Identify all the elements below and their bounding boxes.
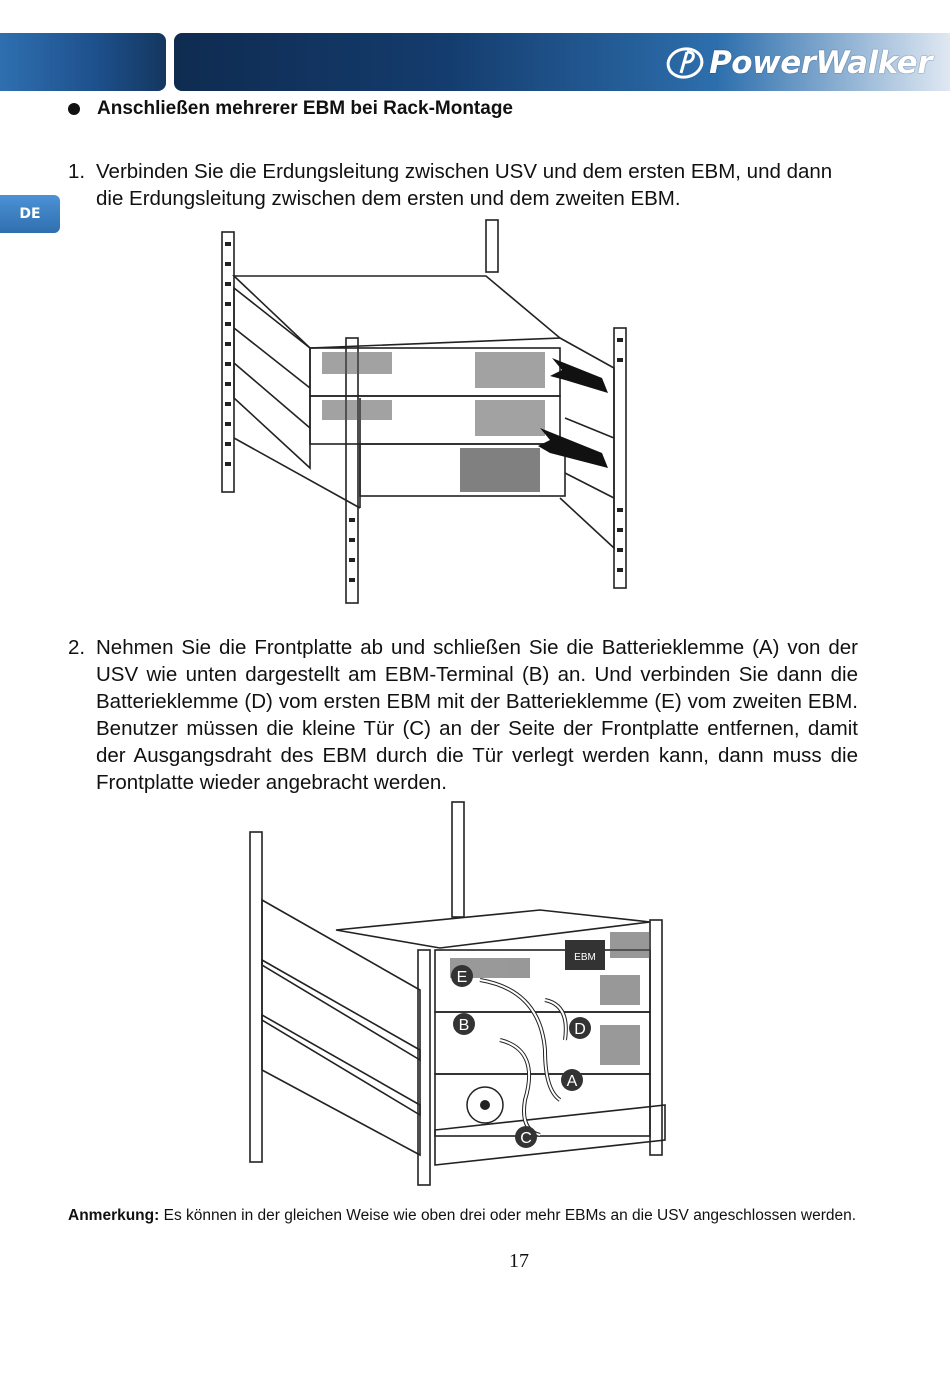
- callout-d: [569, 1017, 591, 1039]
- brand-name: PowerWalker: [709, 45, 932, 81]
- note-text: Es können in der gleichen Weise wie oben drei oder mehr EBMs an die USV angeschlossen werden.: [163, 1207, 857, 1224]
- language-tab[interactable]: DE: [0, 195, 60, 233]
- svg-text:C: C: [520, 1130, 532, 1147]
- step-number: 2.: [68, 636, 86, 659]
- ebm-panel-label: EBM: [574, 952, 596, 963]
- step-2: [68, 634, 858, 796]
- brand-logo: [665, 45, 932, 81]
- step-text: Verbinden Sie die Erdungsleitung zwischen USV und dem ersten EBM, und dann die Erdungsleitung zwischen dem ersten und dem zweiten EBM.: [96, 160, 833, 210]
- callout-b: [453, 1013, 475, 1035]
- callout-a: [561, 1069, 583, 1091]
- ebm-wiring-figure: [240, 800, 670, 1190]
- header-band-right: [174, 33, 950, 91]
- step-text: Nehmen Sie die Frontplatte ab und schließen Sie die Batterieklemme (A) von der USV wie unten dargestellt am EBM-Terminal (B) an. Und verbinden Sie dann die Batterieklemme (D) vom ersten EBM mit der Batterieklemme (E) vom zweiten EBM. Benutzer müssen die kleine Tür (C) an der Seite der Frontplatte entfernen, damit der Ausgangsdraht des EBM durch die Tür verlegt werden kann, dann muss die Frontplatte wieder angebracht werden.: [96, 636, 858, 794]
- note: [68, 1206, 918, 1225]
- section-heading-text: Anschließen mehrerer EBM bei Rack-Montage: [97, 98, 513, 119]
- rack-installation-figure: [210, 218, 640, 608]
- header-band: [0, 33, 950, 91]
- section-heading: [68, 98, 888, 120]
- step-number: 1.: [68, 160, 86, 183]
- header-band-left: [0, 33, 166, 91]
- callout-e: [451, 965, 473, 987]
- page-number: 17: [509, 1250, 529, 1272]
- svg-text:A: A: [566, 1073, 578, 1090]
- rack-drawing-1: [210, 218, 640, 608]
- rack-drawing-2: [240, 800, 670, 1190]
- bullet-icon: [68, 103, 80, 115]
- svg-text:D: D: [574, 1021, 586, 1038]
- note-label: Anmerkung:: [68, 1207, 160, 1224]
- svg-text:B: B: [458, 1017, 470, 1034]
- powerwalker-logo-icon: [665, 46, 705, 80]
- callout-c: [515, 1126, 537, 1148]
- svg-text:E: E: [456, 969, 468, 986]
- step-1: [68, 158, 858, 212]
